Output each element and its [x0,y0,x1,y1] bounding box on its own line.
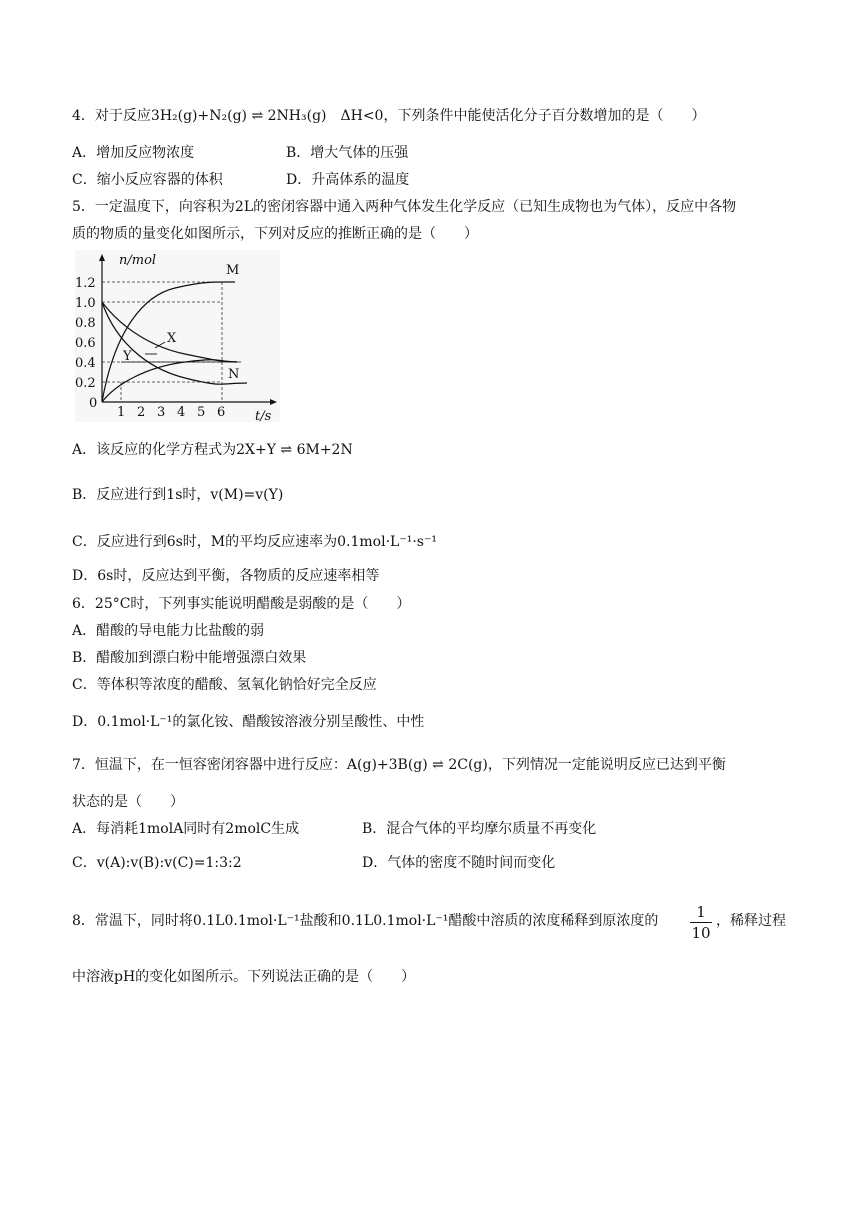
q7-option-a: A．每消耗1molA同时有2molC生成 [72,821,300,837]
q6-option-b: B．醋酸加到漂白粉中能增强漂白效果 [72,650,307,666]
y-tick-0-4: 0.4 [75,356,96,371]
x-axis-label: t/s [255,409,272,422]
q4-option-d: D．升高体系的温度 [286,172,410,188]
label-n: N [228,367,240,382]
q5-option-b: B．反应进行到1s时，v(M)=v(Y) [72,487,284,503]
q5-graph-svg [75,250,280,422]
q8-fraction-bar [690,922,712,923]
q5-graph [75,250,280,422]
label-m: M [226,263,240,278]
q7-stem-line2: 状态的是（ ） [72,794,184,810]
label-y: Y [123,349,132,364]
curve-n [102,360,240,402]
q5-stem-line2: 质的物质的量变化如图所示，下列对反应的推断正确的是（ ） [72,226,478,242]
x-tick-1: 1 [117,405,126,420]
q4-option-b: B．增大气体的压强 [286,145,409,161]
q6-stem: 6．25°C时，下列事实能说明醋酸是弱酸的是（ ） [72,596,411,612]
q8-stem-line1: 8．常温下，同时将0.1L0.1mol·L⁻¹盐酸和0.1L0.1mol·L⁻¹醋酸中溶质的浓度稀释到原浓度的 [72,913,659,929]
y-axis-arrow [99,254,105,261]
q6-option-c: C．等体积等浓度的醋酸、氢氧化钠恰好完全反应 [72,677,377,693]
y-tick-1-0: 1.0 [75,296,96,311]
q4-option-c: C．缩小反应容器的体积 [72,172,223,188]
label-x: X [167,331,177,346]
q7-option-d: D．气体的密度不随时间而变化 [362,855,556,871]
y-tick-0: 0 [89,396,98,411]
x-axis-arrow [270,399,277,405]
q8-stem-line2: 中溶液pH的变化如图所示。下列说法正确的是（ ） [72,969,416,985]
q4-option-a: A．增加反应物浓度 [72,145,195,161]
q4-stem: 4．对于反应3H₂(g)+N₂(g) ⇌ 2NH₃(g) ΔH<0，下列条件中能使活化分子百分数增加的是（ ） [72,108,706,124]
q8-fraction [690,903,712,942]
y-tick-0-2: 0.2 [75,376,96,391]
q5-option-c: C．反应进行到6s时，M的平均反应速率为0.1mol·L⁻¹·s⁻¹ [72,534,437,550]
x-tick-5: 5 [197,405,206,420]
q6-option-d: D．0.1mol·L⁻¹的氯化铵、醋酸铵溶液分别呈酸性、中性 [72,714,425,730]
y-tick-0-8: 0.8 [75,316,96,331]
q7-option-b: B．混合气体的平均摩尔质量不再变化 [362,821,597,837]
x-tick-2: 2 [137,405,146,420]
x-tick-4: 4 [177,405,186,420]
q5-option-a: A．该反应的化学方程式为2X+Y ⇌ 6M+2N [72,442,353,458]
q5-option-d: D．6s时，反应达到平衡，各物质的反应速率相等 [72,568,380,584]
y-tick-0-6: 0.6 [75,336,96,351]
q8-fraction-denominator: 10 [691,924,711,942]
q7-option-c: C．v(A):v(B):v(C)=1:3:2 [72,855,242,871]
q8-fraction-numerator: 1 [696,903,706,921]
y-tick-1-2: 1.2 [75,276,96,291]
q6-option-a: A．醋酸的导电能力比盐酸的弱 [72,623,265,639]
y-axis-label: n/mol [119,253,157,268]
q7-stem-line1: 7．恒温下，在一恒容密闭容器中进行反应：A(g)+3B(g) ⇌ 2C(g)，下列情况一定能说明反应已达到平衡 [72,757,726,773]
x-tick-3: 3 [157,405,166,420]
x-tick-6: 6 [217,405,226,420]
q5-stem-line1: 5．一定温度下，向容积为2L的密闭容器中通入两种气体发生化学反应（已知生成物也为气体），反应中各物 [72,199,737,215]
q8-stem-line1-tail: ，稀释过程 [716,913,786,929]
